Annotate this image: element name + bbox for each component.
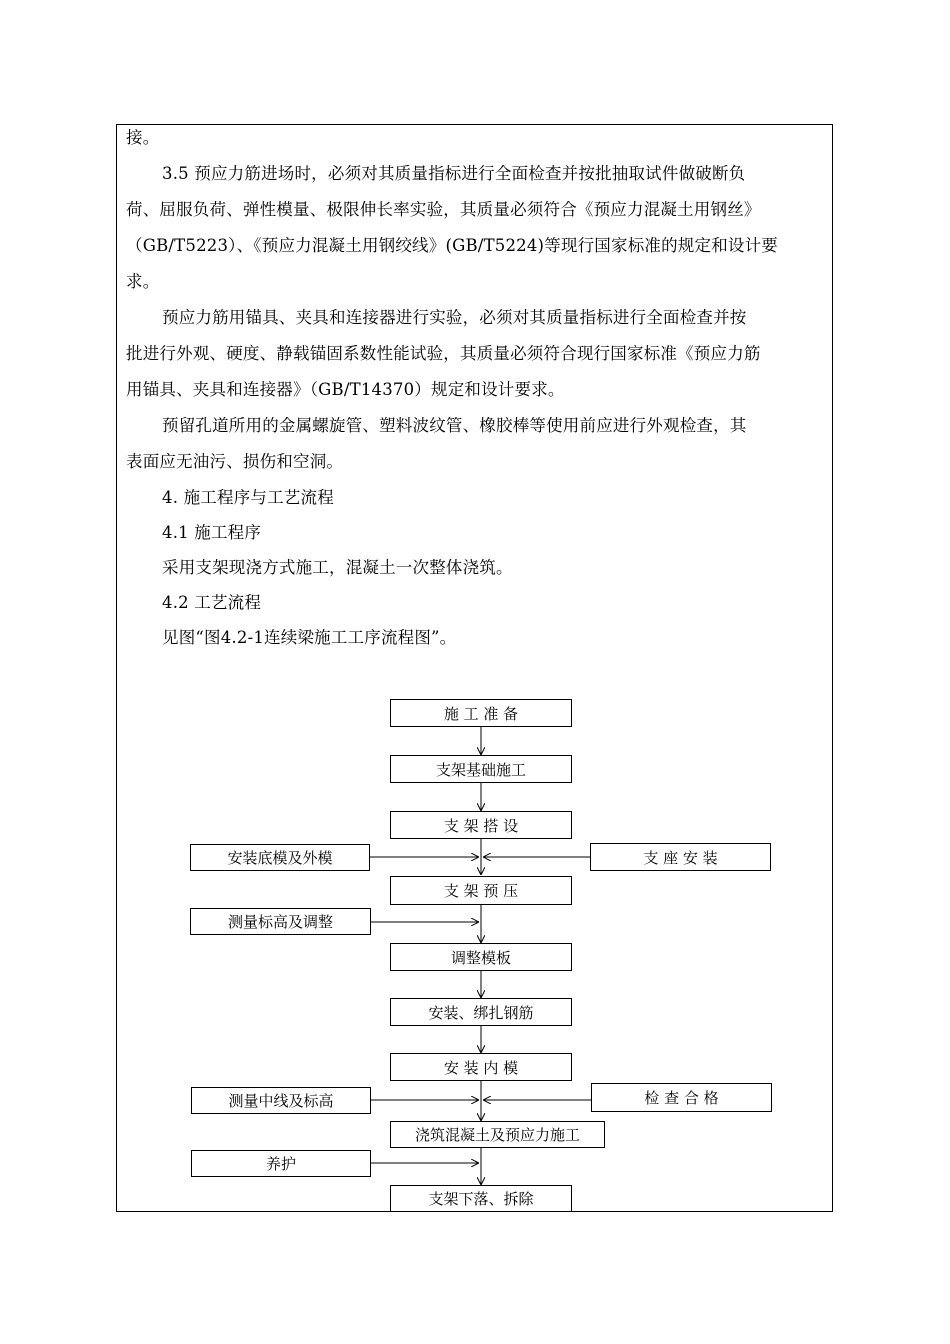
subsection-heading: 4.2 工艺流程	[162, 593, 262, 612]
flow-input-bearing-install: 支 座 安 装	[590, 843, 771, 871]
text-line: 接。	[126, 128, 160, 147]
flow-step-support-removal: 支架下落、拆除	[390, 1185, 572, 1212]
flow-step-concrete-pouring: 浇筑混凝土及预应力施工	[390, 1121, 605, 1148]
flow-step-support-erection: 支 架 搭 设	[390, 811, 572, 839]
flow-step-construction-prep: 施 工 准 备	[390, 699, 572, 727]
text-line: （GB/T5223）、《预应力混凝土用钢绞线》(GB/T5224)等现行国家标准的规定和设计要	[126, 236, 778, 255]
flow-step-rebar: 安装、绑扎钢筋	[390, 998, 572, 1026]
flow-input-centerline-survey: 测量中线及标高	[191, 1087, 371, 1114]
flow-step-support-preload: 支 架 预 压	[390, 876, 572, 905]
text-line: 表面应无油污、损伤和空洞。	[126, 452, 344, 471]
flow-step-adjust-formwork: 调整模板	[390, 943, 572, 971]
text-line: 批进行外观、硬度、静载锚固系数性能试验，其质量必须符合现行国家标准《预应力筋	[126, 344, 761, 363]
text-line: 用锚具、夹具和连接器》（GB/T14370）规定和设计要求。	[126, 380, 565, 399]
subsection-heading: 4.1 施工程序	[162, 523, 262, 542]
text-line: 3.5 预应力筋进场时，必须对其质量指标进行全面检查并按批抽取试件做破断负	[162, 164, 746, 183]
text-line: 预留孔道所用的金属螺旋管、塑料波纹管、橡胶棒等使用前应进行外观检查，其	[162, 416, 747, 435]
flow-step-inner-mold: 安 装 内 模	[390, 1053, 572, 1081]
text-line: 荷、屈服负荷、弹性模量、极限伸长率实验，其质量必须符合《预应力混凝土用钢丝》	[126, 200, 761, 219]
flow-input-inspection-pass: 检 查 合 格	[591, 1083, 772, 1112]
flow-step-support-foundation: 支架基础施工	[390, 755, 572, 783]
text-line: 预应力筋用锚具、夹具和连接器进行实验，必须对其质量指标进行全面检查并按	[162, 308, 747, 327]
text-line: 见图“图4.2-1连续梁施工工序流程图”。	[162, 628, 457, 647]
flow-input-curing: 养护	[191, 1150, 371, 1177]
text-line: 求。	[126, 272, 160, 291]
flow-input-bottom-outer-mold: 安装底模及外模	[190, 844, 370, 871]
text-line: 采用支架现浇方式施工，混凝土一次整体浇筑。	[162, 558, 513, 577]
section-heading: 4. 施工程序与工艺流程	[162, 488, 334, 507]
flow-input-elevation-survey: 测量标高及调整	[190, 908, 371, 935]
